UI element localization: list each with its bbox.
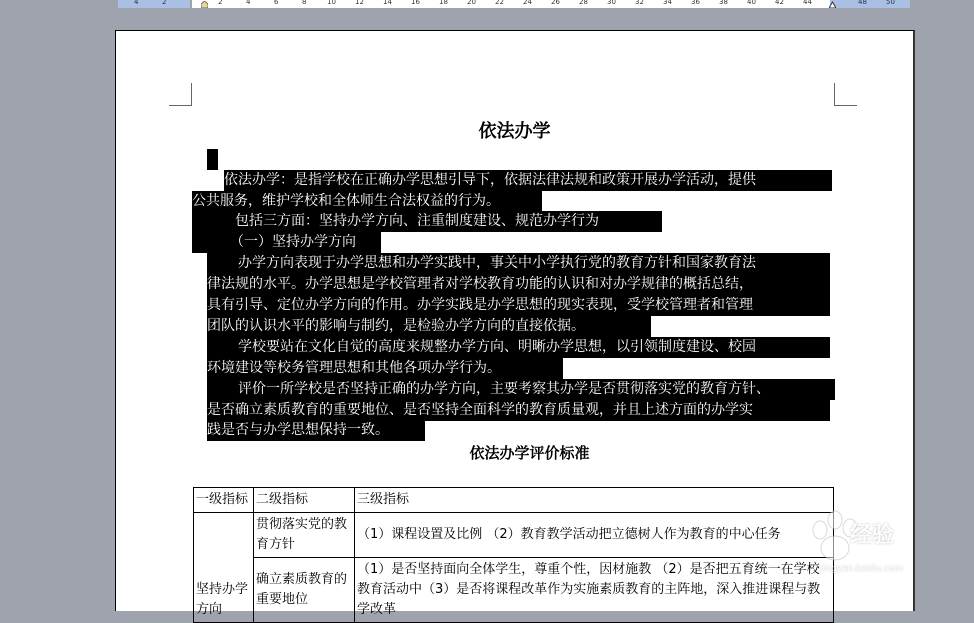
ruler-tick: 42	[775, 0, 784, 6]
selected-text-line[interactable]: 办学方向表现于办学思想和办学实践中，事关中小学执行党的教育方针和国家教育法	[207, 253, 830, 274]
selected-text-line[interactable]: 律法规的水平。办学思想是学校管理者对学校教育功能的认识和对办学规律的概括总结，	[207, 274, 830, 295]
ruler-tick: 30	[607, 0, 616, 6]
ruler-tick: 4	[246, 0, 251, 6]
selected-empty-line[interactable]	[207, 149, 218, 170]
ruler-tick: 16	[411, 0, 420, 6]
right-indent-marker-icon[interactable]	[829, 1, 836, 8]
ruler-tick: 12	[355, 0, 364, 6]
document-title[interactable]: 依法办学	[478, 121, 551, 142]
selected-text-line[interactable]: 践是否与办学思想保持一致。	[207, 420, 425, 441]
ruler-tick: 26	[551, 0, 560, 6]
ruler-tick: 24	[523, 0, 532, 6]
watermark-text: 经验	[850, 523, 895, 548]
horizontal-ruler[interactable]	[0, 0, 974, 8]
crop-mark-top-right	[834, 83, 857, 106]
ruler-tick: 48	[858, 0, 867, 6]
selected-text-line[interactable]: 团队的认识水平的影响与制约，是检验办学方向的直接依据。	[207, 316, 651, 337]
ruler-tick: 20	[467, 0, 476, 6]
ruler-right-margin	[830, 0, 910, 8]
watermark-url: jingyan.baidu.com	[820, 564, 904, 574]
table-header-cell[interactable]: 三级指标	[355, 488, 834, 513]
ruler-tick: 8	[302, 0, 307, 6]
table-row	[194, 558, 834, 623]
selected-text-line[interactable]: 公共服务，维护学校和全体师生合法权益的行为。	[192, 191, 542, 212]
ruler-left-margin	[118, 0, 190, 8]
ruler-tick: 38	[719, 0, 728, 6]
baidu-jingyan-watermark	[800, 500, 930, 590]
table-header-row	[194, 488, 834, 513]
ruler-tick: 6	[274, 0, 279, 6]
selected-text-line[interactable]: 评价一所学校是否坚持正确的办学方向，主要考察其办学是否贯彻落实党的教育方针、	[207, 379, 835, 400]
ruler-tick: 10	[327, 0, 336, 6]
ruler-tick: 34	[663, 0, 672, 6]
table-cell-level2[interactable]: 贯彻落实党的教育方针	[254, 513, 355, 558]
selected-text-line[interactable]: 包括三方面：坚持办学方向、注重制度建设、规范办学行为	[192, 211, 662, 232]
ruler-tick: 2	[162, 0, 167, 6]
crop-mark-top-left	[169, 83, 192, 106]
section-subtitle[interactable]: 依法办学评价标准	[469, 444, 590, 462]
first-line-indent-marker-icon[interactable]	[201, 1, 208, 8]
table-cell-level2[interactable]: 确立素质教育的重要地位	[254, 558, 355, 623]
table-cell-level1[interactable]: 坚持办学方向	[194, 513, 254, 623]
ruler-tick: 40	[747, 0, 756, 6]
table-header-cell[interactable]: 一级指标	[194, 488, 254, 513]
selected-text-line[interactable]: 是否确立素质教育的重要地位、是否坚持全面科学的教育质量观，并且上述方面的办学实	[207, 400, 830, 421]
ruler-tick: 4	[134, 0, 139, 6]
ruler-text-area	[192, 0, 830, 8]
ruler-tick: 44	[803, 0, 812, 6]
document-page[interactable]	[115, 30, 915, 617]
ruler-tick: 14	[383, 0, 392, 6]
table-header-cell[interactable]: 二级指标	[254, 488, 355, 513]
ruler-tick: 18	[439, 0, 448, 6]
table-cell-level3[interactable]: （1）课程设置及比例 （2）教育教学活动把立德树人作为教育的中心任务	[355, 513, 834, 558]
selected-text-line[interactable]: 学校要站在文化自觉的高度来规整办学方向、明晰办学思想，以引领制度建设、校园	[207, 337, 830, 358]
selected-text-line[interactable]: 依法办学：是指学校在正确办学思想引导下，依据法律法规和政策开展办学活动，提供	[224, 170, 832, 191]
ruler-tick: 36	[691, 0, 700, 6]
ruler-tick: 28	[579, 0, 588, 6]
selected-text-line[interactable]: 具有引导、定位办学方向的作用。办学实践是办学思想的现实表现，受学校管理者和管理	[207, 295, 830, 316]
ruler-tick: 50	[886, 0, 895, 6]
ruler-tick: 32	[635, 0, 644, 6]
selected-heading-line[interactable]: （一）坚持办学方向	[192, 232, 381, 253]
ruler-tick: 22	[495, 0, 504, 6]
table-row	[194, 513, 834, 558]
table-cell-level3[interactable]: （1）是否坚持面向全体学生，尊重个性，因材施教 （2）是否把五育统一在学校教育活动中（3）是否将课程改革作为实施素质教育的主阵地，深入推进课程与教学改革	[355, 558, 834, 623]
ruler-tick: 2	[218, 0, 223, 6]
selected-text-line[interactable]: 环境建设等校务管理思想和其他各项办学行为。	[207, 358, 563, 379]
